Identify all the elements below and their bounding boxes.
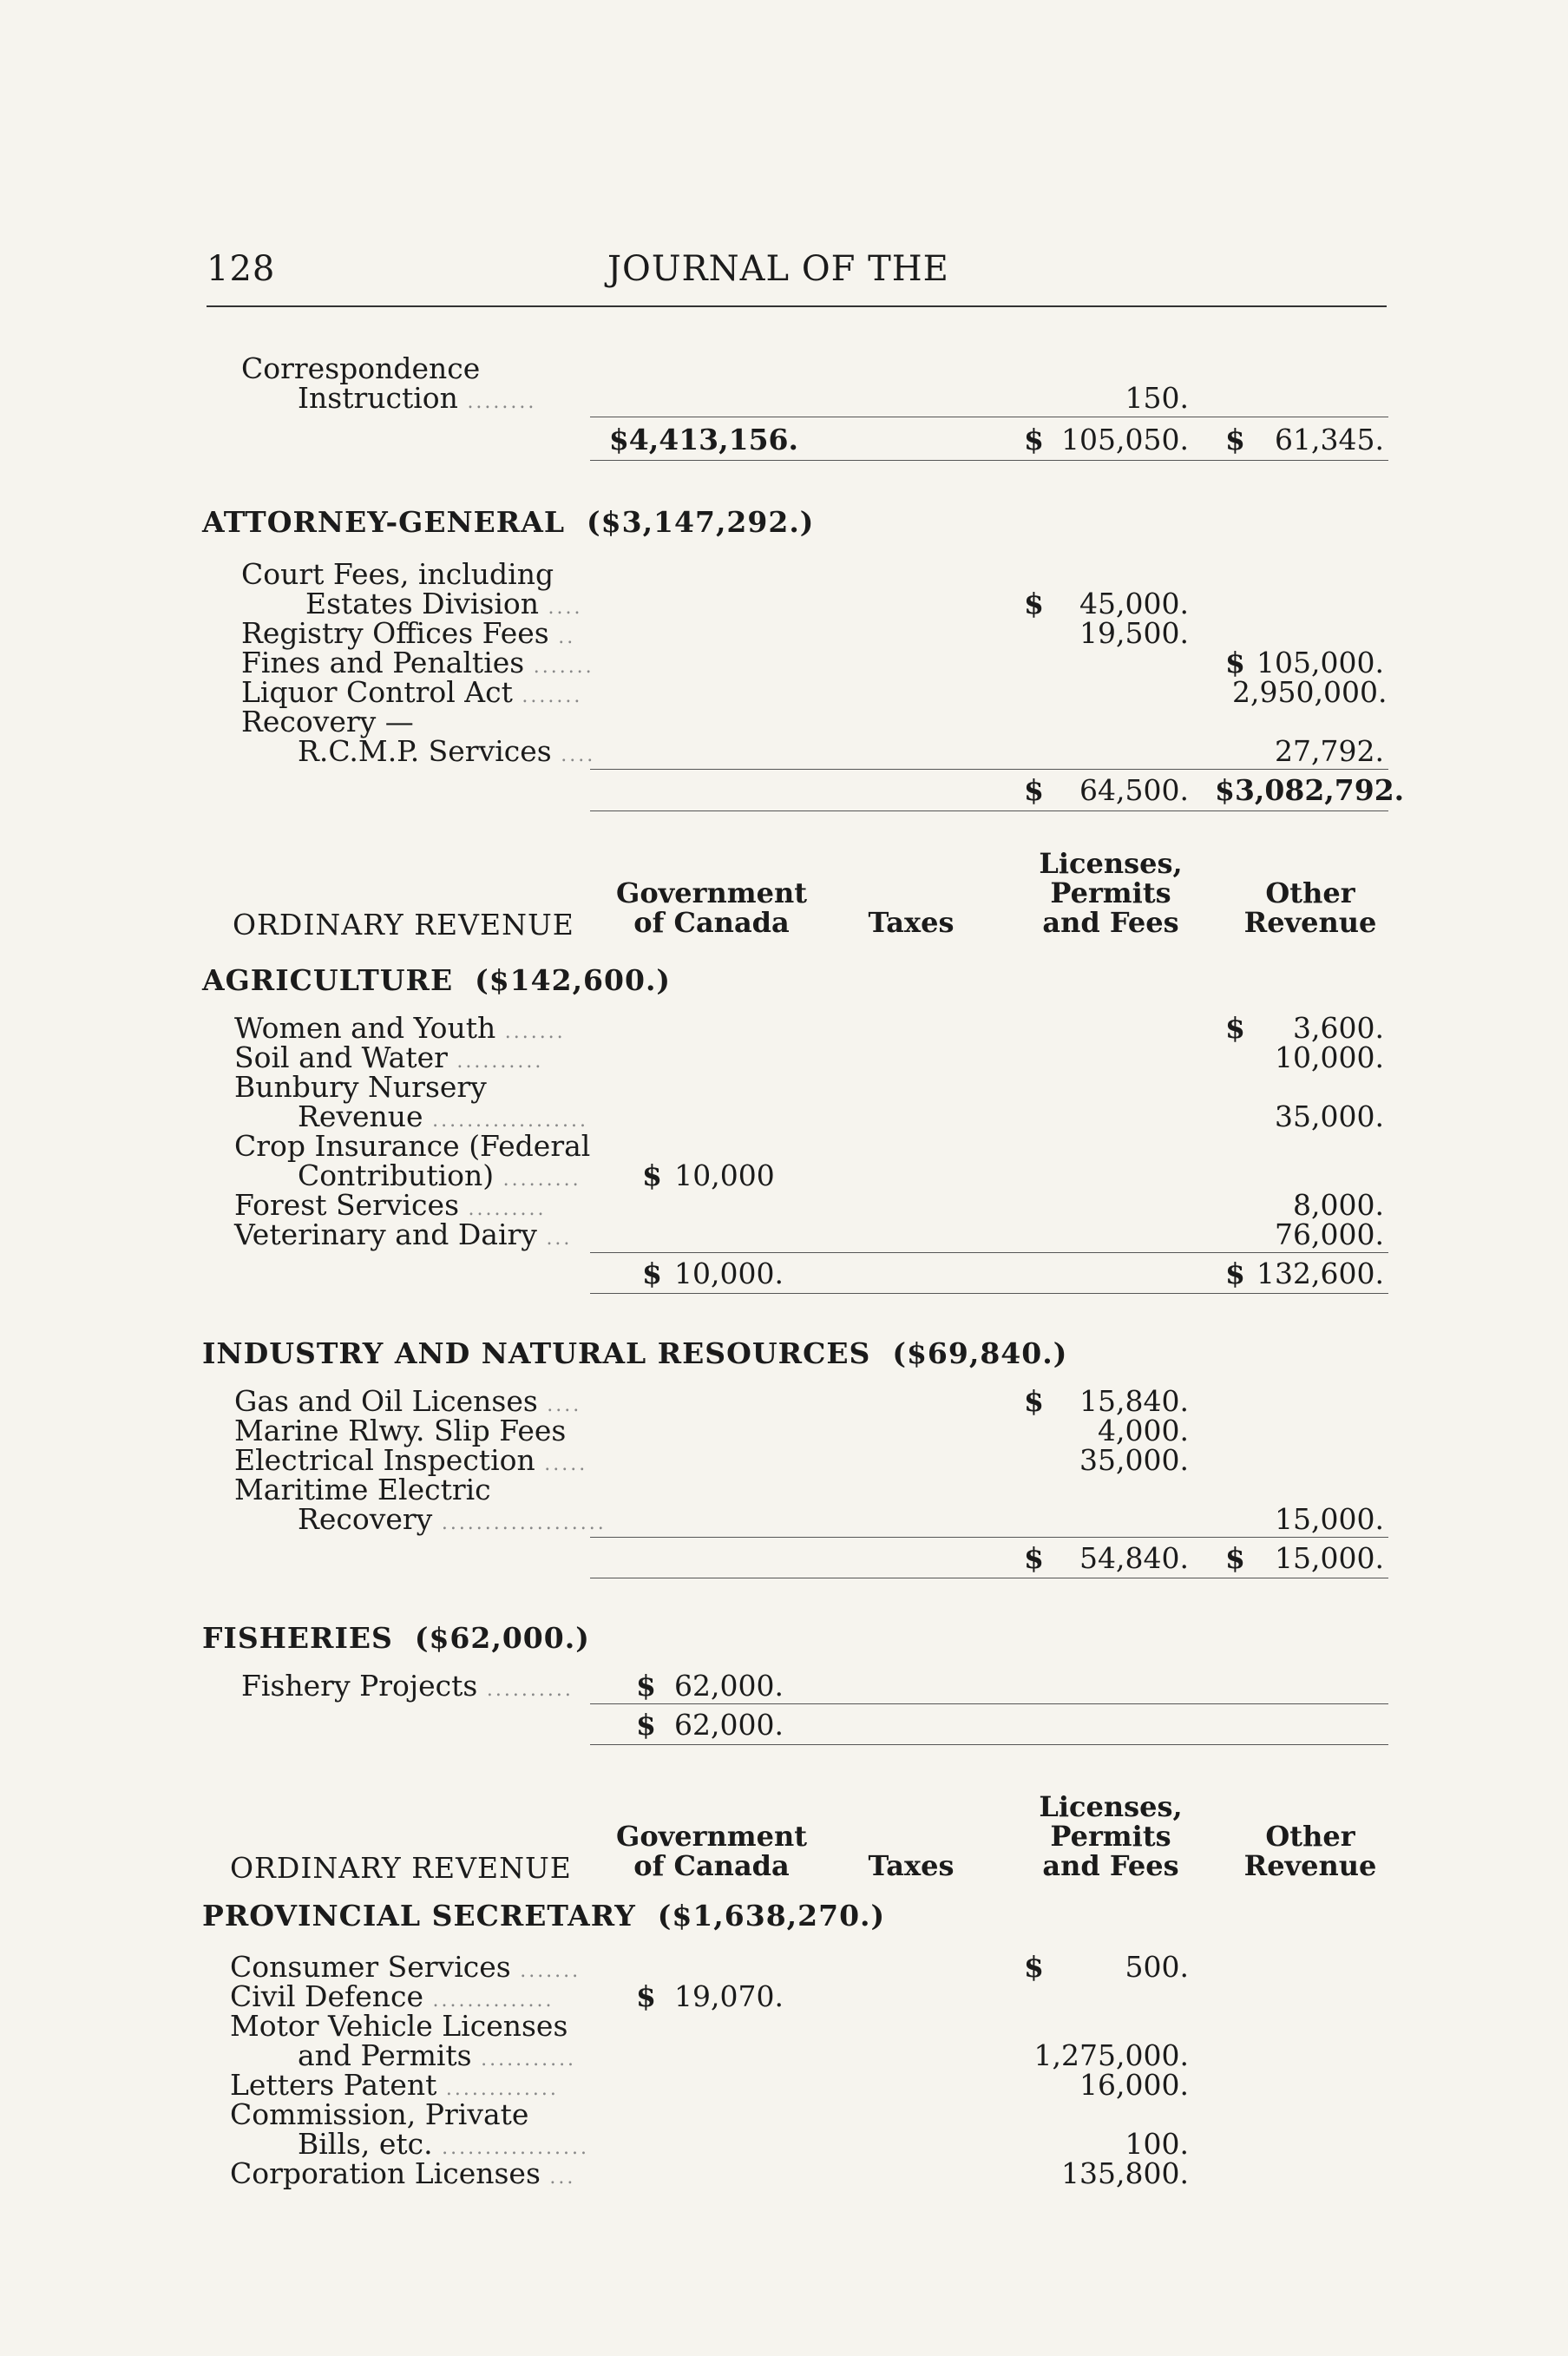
item-label: Commission, Private [230, 2097, 529, 2131]
licenses-value: 500. [1125, 1950, 1189, 1984]
other-value: 35,000. [1275, 1099, 1384, 1133]
item-label: Fines and Penalties ....... [241, 646, 594, 679]
licenses-value: 35,000. [1079, 1443, 1189, 1477]
subtotal-rule [590, 1252, 1388, 1253]
other-value: 15,000. [1275, 1502, 1384, 1536]
item-label: Fishery Projects .......... [241, 1669, 574, 1703]
government-value: 10,000 [674, 1158, 775, 1192]
col-head-licenses: Licenses, Permits and Fees [1039, 847, 1183, 939]
total-government: 62,000. [674, 1708, 784, 1742]
item-label: Instruction ........ [298, 381, 537, 415]
page-number: 128 [207, 249, 276, 289]
total-other: 132,600. [1256, 1257, 1384, 1290]
item-label: Marine Rlwy. Slip Fees [234, 1414, 567, 1447]
government-value: 62,000. [674, 1669, 784, 1703]
total-other: 15,000. [1275, 1541, 1384, 1575]
other-value: 76,000. [1275, 1217, 1384, 1251]
dollar-sign: $ [636, 1708, 656, 1742]
ordinary-revenue-label: ORDINARY REVENUE [230, 1851, 572, 1885]
item-label: Crop Insurance (Federal [234, 1129, 591, 1163]
dollar-sign: $ [636, 1669, 656, 1703]
total-licenses: 64,500. [1079, 773, 1189, 807]
item-label: Contribution) ......... [298, 1158, 581, 1192]
other-value: 2,950,000. [1232, 675, 1388, 709]
item-label: Consumer Services ....... [230, 1950, 581, 1984]
government-value: 19,070. [674, 1979, 784, 2013]
total-other: 61,345. [1275, 423, 1384, 456]
dollar-sign: $ [1024, 1384, 1044, 1418]
dollar-sign: $ [636, 1979, 656, 2013]
item-label: Revenue .................. [298, 1099, 588, 1133]
item-label: Women and Youth ....... [234, 1011, 566, 1045]
item-label: Estates Division .... [305, 587, 583, 620]
col-head-government: Government of Canada [615, 876, 807, 939]
licenses-value: 16,000. [1079, 2068, 1189, 2102]
other-value: 8,000. [1293, 1188, 1384, 1222]
other-value: 10,000. [1275, 1040, 1384, 1074]
section-title: PROVINCIAL SECRETARY ($1,638,270.) [202, 1899, 886, 1933]
other-value: 3,600. [1293, 1011, 1384, 1045]
item-label: Electrical Inspection ..... [234, 1443, 588, 1477]
item-label: and Permits ........... [298, 2038, 577, 2072]
total-government: $4,413,156. [608, 423, 798, 456]
total-licenses: 105,050. [1061, 423, 1189, 456]
item-label: Registry Offices Fees .. [241, 616, 576, 650]
item-label: Recovery — [241, 705, 414, 738]
dollar-sign: $ [1024, 587, 1044, 620]
section-title: FISHERIES ($62,000.) [202, 1621, 590, 1655]
dollar-sign: $ [1225, 1011, 1245, 1045]
col-head-government: Government of Canada [615, 1820, 807, 1882]
col-head-other: Other Revenue [1243, 876, 1377, 939]
item-label: Veterinary and Dairy ... [234, 1217, 573, 1251]
other-value: 105,000. [1256, 646, 1384, 679]
item-label: Corporation Licenses ... [230, 2156, 576, 2190]
item-label: Civil Defence .............. [230, 1979, 554, 2013]
licenses-value: 4,000. [1098, 1414, 1189, 1447]
total-other: $3,082,792. [1215, 773, 1405, 807]
total-rule [590, 1744, 1388, 1745]
item-label: Letters Patent ............. [230, 2068, 559, 2102]
dollar-sign: $ [1024, 1950, 1044, 1984]
dollar-sign: $ [1024, 423, 1044, 456]
col-head-taxes: Taxes [868, 906, 955, 939]
dollar-sign: $ [1024, 1541, 1044, 1575]
licenses-value: 135,800. [1061, 2156, 1189, 2190]
subtotal-rule [590, 1703, 1388, 1704]
dollar-sign: $ [642, 1257, 662, 1290]
licenses-value: 150. [1125, 381, 1189, 415]
page-title: JOURNAL OF THE [607, 249, 949, 289]
col-head-licenses: Licenses, Permits and Fees [1039, 1790, 1183, 1882]
licenses-value: 100. [1125, 2127, 1189, 2161]
item-label: Bills, etc. ................. [298, 2127, 589, 2161]
licenses-value: 1,275,000. [1033, 2038, 1189, 2072]
section-title: ATTORNEY-GENERAL ($3,147,292.) [202, 505, 815, 539]
total-licenses: 54,840. [1079, 1541, 1189, 1575]
dollar-sign: $ [1225, 1541, 1245, 1575]
col-head-taxes: Taxes [868, 1849, 955, 1882]
item-label: Bunbury Nursery [234, 1070, 487, 1104]
dollar-sign: $ [1225, 1257, 1245, 1290]
col-head-other: Other Revenue [1243, 1820, 1377, 1882]
subtotal-rule [590, 769, 1388, 770]
total-rule [590, 810, 1388, 811]
item-label: Soil and Water .......... [234, 1040, 544, 1074]
item-label: Maritime Electric [234, 1473, 491, 1506]
licenses-value: 19,500. [1079, 616, 1189, 650]
item-label: Motor Vehicle Licenses [230, 2009, 568, 2043]
dollar-sign: $ [642, 1158, 662, 1192]
dollar-sign: $ [1225, 423, 1245, 456]
total-rule [590, 1293, 1388, 1294]
total-government: 10,000. [674, 1257, 784, 1290]
dollar-sign: $ [1225, 646, 1245, 679]
item-label: Correspondence [241, 351, 481, 385]
section-title: INDUSTRY AND NATURAL RESOURCES ($69,840.) [202, 1336, 1068, 1370]
header-rule [207, 305, 1387, 307]
subtotal-rule [590, 1537, 1388, 1538]
licenses-value: 15,840. [1079, 1384, 1189, 1418]
item-label: Court Fees, including [241, 557, 554, 591]
item-label: Recovery ................... [298, 1502, 607, 1536]
section-title: AGRICULTURE ($142,600.) [202, 963, 672, 997]
other-value: 27,792. [1275, 734, 1384, 768]
item-label: Forest Services ......... [234, 1188, 547, 1222]
licenses-value: 45,000. [1079, 587, 1189, 620]
item-label: R.C.M.P. Services .... [298, 734, 596, 768]
item-label: Gas and Oil Licenses .... [234, 1384, 582, 1418]
ordinary-revenue-label: ORDINARY REVENUE [233, 908, 574, 942]
dollar-sign: $ [1024, 773, 1044, 807]
total-rule [590, 460, 1388, 461]
item-label: Liquor Control Act ....... [241, 675, 583, 709]
